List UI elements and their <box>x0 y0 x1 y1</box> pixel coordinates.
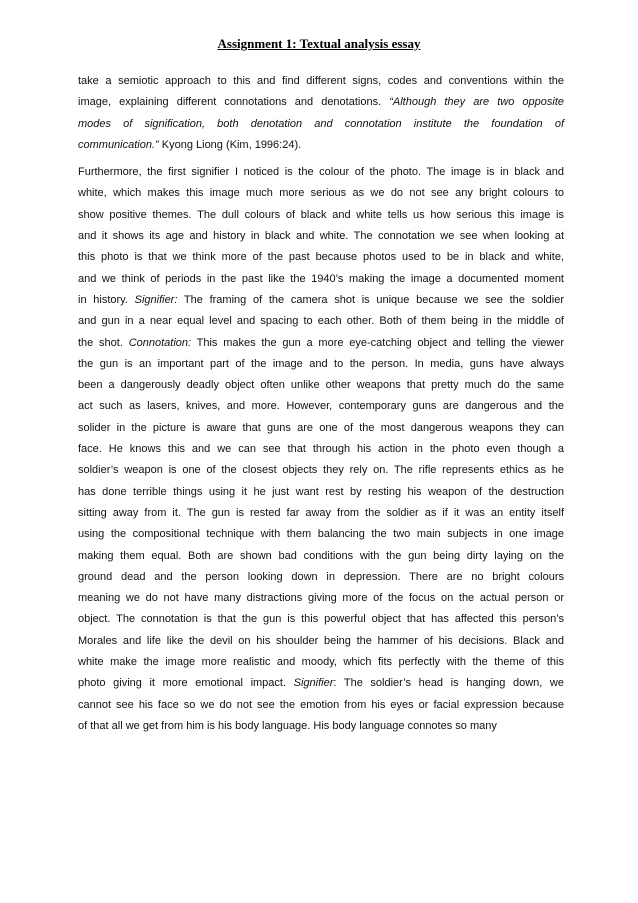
text-run: Furthermore, the first signifier I noticed is the colour of the photo. The image is in black and <box>78 166 564 179</box>
text-line <box>78 333 564 354</box>
text-line <box>78 695 564 716</box>
text-line <box>78 162 564 183</box>
text-line <box>78 482 564 503</box>
text-run: the gun is an important part of the image and to the person. In media, guns have always <box>78 357 564 370</box>
text-run: image, explaining different connotations and denotations. <box>78 96 390 109</box>
text-run: of that all we get from him is his body language. His body language connotes so many <box>78 719 497 732</box>
text-line <box>78 631 564 652</box>
text-line <box>78 92 564 113</box>
text-run: object. The connotation is that the gun is this powerful object that has affected this person’s <box>78 613 564 626</box>
text-line <box>78 269 564 290</box>
text-run: and it shows its age and history in black and white. The connotation we see when looking at <box>78 230 564 243</box>
text-run: ground dead and the person looking down in depression. There are no bright colours <box>78 570 564 583</box>
text-run: been a dangerously deadly object often unlike other weapons that pretty much do the same <box>78 379 564 392</box>
text-run: the shot. <box>78 336 129 349</box>
text-line <box>78 546 564 567</box>
text-line <box>78 567 564 588</box>
text-line <box>78 588 564 609</box>
italic-text: “Although they are two opposite <box>389 96 564 109</box>
text-run: soldier’s weapon is one of the closest objects they rely on. The rifle represents ethics as he <box>78 464 564 477</box>
text-run: The framing of the camera shot is unique because we see the soldier <box>177 293 564 306</box>
text-line <box>78 183 564 204</box>
text-line <box>78 439 564 460</box>
text-line <box>78 205 564 226</box>
text-run: and gun in a near equal level and spacing to each other. Both of them being in the middle of <box>78 315 564 328</box>
text-run: and we think of periods in the past like the 1940’s making the image a documented moment <box>78 272 564 285</box>
text-line <box>78 247 564 268</box>
text-line <box>78 609 564 630</box>
text-run: Kyong Liong (Kim, 1996:24). <box>158 138 302 151</box>
italic-text: Signifier <box>293 677 334 690</box>
text-line <box>78 418 564 439</box>
text-line <box>78 503 564 524</box>
text-run: white, which makes this image much more serious as we do not see any bright colours to <box>78 187 564 200</box>
paragraph <box>78 162 564 737</box>
text-run: Morales and life like the devil on his shoulder being the hammer of his decisions. Black and <box>78 634 564 647</box>
text-run: photo giving it more emotional impact. <box>78 677 294 690</box>
text-line <box>78 460 564 481</box>
text-run: take a semiotic approach to this and find different signs, codes and conventions within the <box>78 75 564 87</box>
text-line <box>78 311 564 332</box>
text-run: using the compositional technique with them balancing the two main subjects in one image <box>78 528 564 541</box>
text-line <box>78 652 564 673</box>
text-run: show positive themes. The dull colours of black and white tells us how serious this image is <box>78 208 564 221</box>
text-line <box>78 673 564 694</box>
text-run: act such as lasers, knives, and more. However, contemporary guns are dangerous and the <box>78 400 564 413</box>
text-line <box>78 290 564 311</box>
text-line <box>78 396 564 417</box>
italic-text: Connotation: <box>128 336 192 349</box>
text-line <box>78 226 564 247</box>
document-body <box>78 71 564 737</box>
text-run: this photo is that we think more of the past because photos used to be in black and white, <box>78 251 564 264</box>
text-run: making them equal. Both are shown bad conditions with the gun being dirty laying on the <box>78 549 564 562</box>
text-run: This makes the gun a more eye-catching object and telling the viewer <box>191 336 564 349</box>
paragraph <box>78 71 564 156</box>
text-run: face. He knows this and we can see that through his action in the photo even though a <box>78 443 564 456</box>
text-line <box>78 354 564 375</box>
text-run: solider in the picture is aware that guns are one of the most dangerous weapons they can <box>78 421 564 434</box>
italic-text: modes of signification, both denotation and connotation institute the foundation of <box>78 117 564 130</box>
text-line <box>78 716 564 737</box>
text-run: meaning we do not have many distractions giving more of the focus on the actual person or <box>78 592 564 605</box>
text-run: white make the image more realistic and moody, which fits perfectly with the theme of this <box>78 656 564 669</box>
text-run: in history. <box>78 293 135 306</box>
text-run: cannot see his face so we do not see the emotion from his eyes or facial expression because <box>78 698 564 711</box>
italic-text: communication.” <box>78 138 159 151</box>
text-line <box>78 375 564 396</box>
text-line <box>78 524 564 545</box>
italic-text: Signifier: <box>134 293 178 306</box>
text-line <box>78 71 564 92</box>
text-line <box>78 135 564 156</box>
document-title: Assignment 1: Textual analysis essay <box>217 36 421 51</box>
text-run: : The soldier’s head is hanging down, we <box>333 677 564 690</box>
text-run: sitting away from it. The gun is rested far away from the soldier as if it was an entity itself <box>78 506 564 519</box>
text-run: has done terrible things using it he just want rest by resting his weapon of the destruction <box>78 485 564 498</box>
text-line <box>78 114 564 135</box>
